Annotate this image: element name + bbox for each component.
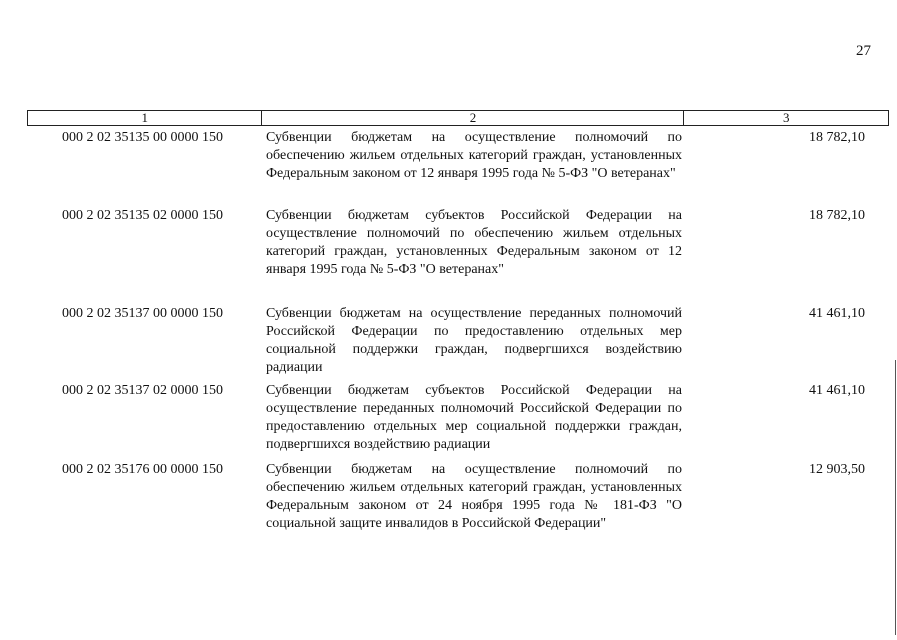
row-amount: 12 903,50 [809, 462, 865, 477]
budget-code: 000 2 02 35135 00 0000 150 [62, 130, 223, 145]
row-amount: 18 782,10 [809, 208, 865, 223]
row-description: Субвенции бюджетам на осуществление полномочий по обеспечению жильем отдельных категорий граждан, установленных Федеральным законом от 12 января 1995 года № 5-ФЗ "О ветеранах" [266, 130, 682, 181]
column-header-1: 1 [28, 111, 262, 125]
budget-code: 000 2 02 35176 00 0000 150 [62, 462, 223, 477]
table-row [27, 207, 889, 279]
table-row [27, 305, 889, 377]
row-amount: 41 461,10 [809, 383, 865, 398]
column-header-3: 3 [782, 110, 790, 125]
budget-code: 000 2 02 35137 00 0000 150 [62, 306, 223, 321]
table-header-row [27, 110, 889, 126]
page-number: 27 [856, 43, 871, 59]
row-description: Субвенции бюджетам на осуществление полномочий по обеспечению жильем отдельных категорий граждан, установленных Федеральным законом от 24 ноября 1995 года № 181-ФЗ "О социальной защите инвалидов в Российской Федерации" [266, 462, 682, 531]
table-row [27, 461, 889, 533]
budget-code: 000 2 02 35135 02 0000 150 [62, 208, 223, 223]
table-row [27, 382, 889, 454]
row-description: Субвенции бюджетам на осуществление переданных полномочий Российской Федерации по предоставлению отдельных мер социальной поддержки граждан, подвергшихся воздействию радиации [266, 306, 682, 375]
table-row [27, 129, 889, 183]
scan-edge-line [895, 360, 896, 635]
column-header-2: 2 [262, 111, 684, 125]
row-description: Субвенции бюджетам субъектов Российской Федерации на осуществление полномочий по обеспечению жильем отдельных категорий граждан, установленных Федеральным законом от 12 января 1995 года № 5-ФЗ "О ветеранах" [266, 208, 682, 277]
budget-code: 000 2 02 35137 02 0000 150 [62, 383, 223, 398]
row-description: Субвенции бюджетам субъектов Российской Федерации на осуществление переданных полномочий Российской Федерации по предоставлению отдельных мер социальной поддержки граждан, подвергшихся воздействию радиации [266, 383, 682, 452]
row-amount: 18 782,10 [809, 130, 865, 145]
row-amount: 41 461,10 [809, 306, 865, 321]
